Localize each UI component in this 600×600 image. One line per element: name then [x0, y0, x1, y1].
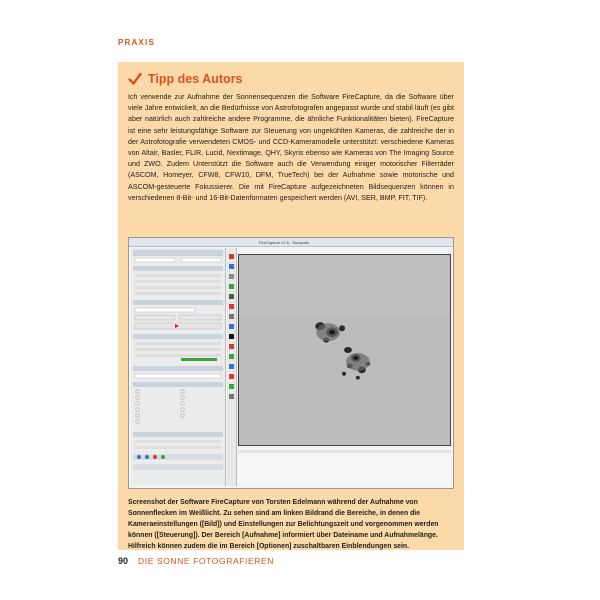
firecapture-screenshot: [128, 237, 454, 489]
figure-caption: Screenshot der Software FireCapture von Torsten Edelmann während der Aufnahme von Sonnenflecken im Weißlicht. Zu sehen sind am linken Bildrand die Bereiche, in denen die Kameraeinstellungen ([Bild]) und Einstellungen zur Belichtungszeit und vorgenommen werden können ([Steuerung]). Der Bereich [Aufnahme] informiert über Dateiname und Aufnahmelänge. Hilfreich können zudem die im Bereich [Optionen] zuschaltbaren Einblendungen sein.: [128, 499, 439, 550]
screenshot-window-title: FireCapture v2.6 - Sunspots: [259, 239, 310, 245]
tip-title: Tipp des Autors: [148, 72, 243, 86]
sunspot-image: [238, 254, 451, 446]
screenshot-settings-panel: [131, 248, 226, 486]
page-number: 90: [118, 556, 129, 566]
tip-body-text: Ich verwende zur Aufnahme der Sonnensequenzen die Software FireCapture, da die Software über viele Jahre entwickelt, an die Bedürfnisse von Astrofotografen angepasst wurde und stabil läuft (es gibt aber natürlich auch zahlreiche andere Programme, die ähnliche Funktionalitäten bieten). FireCapture ist eine sehr leistungsfähige Software zur Steuerung von ungekühlten Kameras, die zahlreiche der in der Astrofotografie verwendeten CMOS- und CCD-Kameramodelle unterstützt: verschiedene Kameras von Altair, Basler, FLIR, Lucid, Nextimage, QHY, Skyris ebenso wie Kameras von The Imaging Source und ZWO. Zudem Unterstützt die Software auch die Verwendung einiger motorischer Filterräder (ASCOM, Homeyer, CFW8, CFW10, DFM, TrueTech) bei der Aufnahme sowie motorische und ASCOM-gesteuerte Fokussierer. Die mit FireCapture aufgezeichneten Bildsequenzen können in verschiedenen 8-Bit- und 16-Bit-Datenformaten gespeichert werden (AVI, SER, BMP, FIT, TIF).: [128, 93, 454, 202]
screenshot-toolbar: [227, 248, 237, 486]
screenshot-status-area: [238, 448, 451, 486]
author-tip-box: [118, 62, 464, 550]
screenshot-titlebar: [129, 238, 453, 247]
checkmark-icon: [128, 72, 142, 86]
tip-header: [128, 72, 454, 86]
section-label: PRAXIS: [118, 38, 155, 47]
chapter-title: DIE SONNE FOTOGRAFIEREN: [138, 556, 274, 566]
page-footer: [118, 556, 274, 566]
